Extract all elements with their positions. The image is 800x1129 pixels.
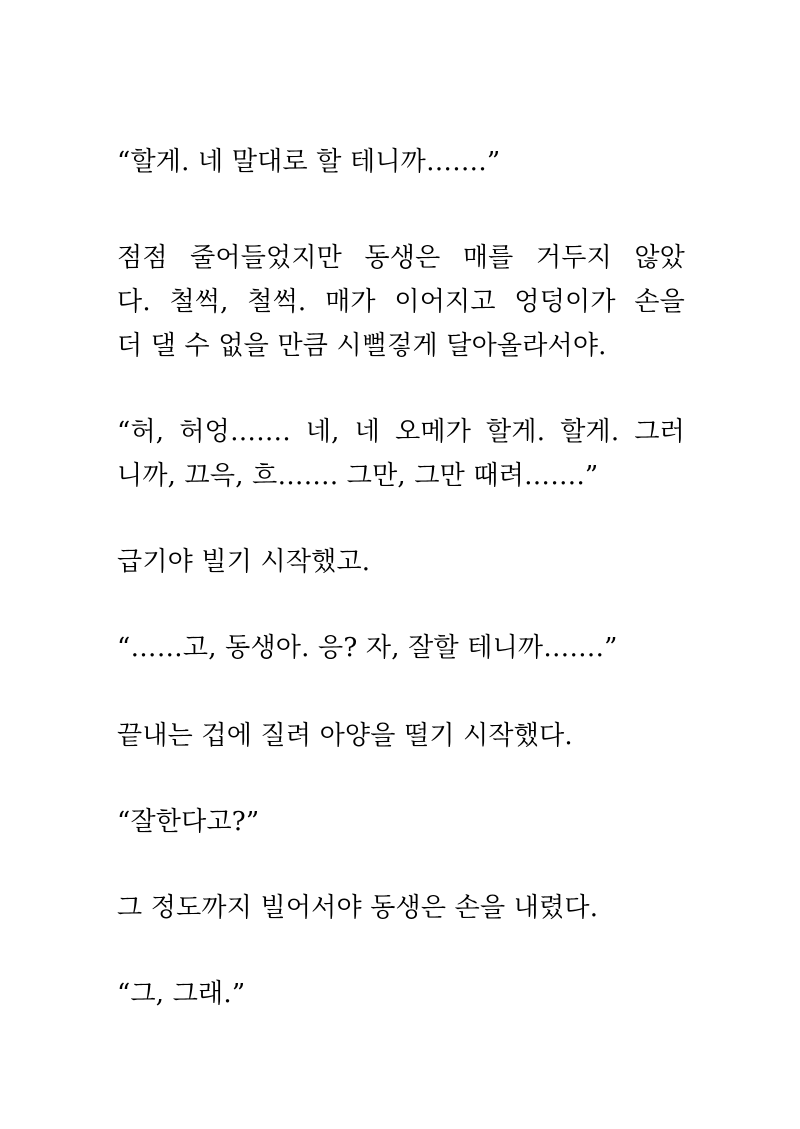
text-line: 끝내는 겁에 질려 아양을 떨기 시작했다. [117, 721, 573, 751]
dialogue-paragraph-2 [117, 410, 685, 498]
text-line: “할게. 네 말대로 할 테니까…….” [117, 147, 501, 177]
text-line: 더 댈 수 없을 만큼 시뻘겋게 달아올라서야. [117, 331, 607, 361]
text-line: “그, 그래.” [117, 979, 246, 1009]
dialogue-paragraph-1 [117, 140, 685, 184]
text-line: “잘한다고?” [117, 807, 260, 837]
narration-paragraph-2 [117, 540, 685, 584]
narration-paragraph-3 [117, 714, 685, 758]
narration-paragraph-1 [117, 236, 685, 368]
text-line: 그 정도까지 빌어서야 동생은 손을 내렸다. [117, 893, 599, 923]
dialogue-paragraph-3 [117, 626, 685, 670]
text-line: 다. 철썩, 철썩. 매가 이어지고 엉덩이가 손을 [117, 287, 685, 317]
narration-paragraph-4 [117, 886, 685, 930]
text-line: “……고, 동생아. 응? 자, 잘할 테니까…….” [117, 633, 618, 663]
text-line: 니까, 끄윽, 흐……. 그만, 그만 때려…….” [117, 461, 599, 491]
dialogue-paragraph-5 [117, 972, 685, 1016]
text-line: 점점 줄어들었지만 동생은 매를 거두지 않았 [117, 243, 685, 273]
dialogue-paragraph-4 [117, 800, 685, 844]
text-line: 급기야 빌기 시작했고. [117, 547, 371, 577]
text-line: “허, 허엉……. 네, 네 오메가 할게. 할게. 그러 [117, 417, 685, 447]
